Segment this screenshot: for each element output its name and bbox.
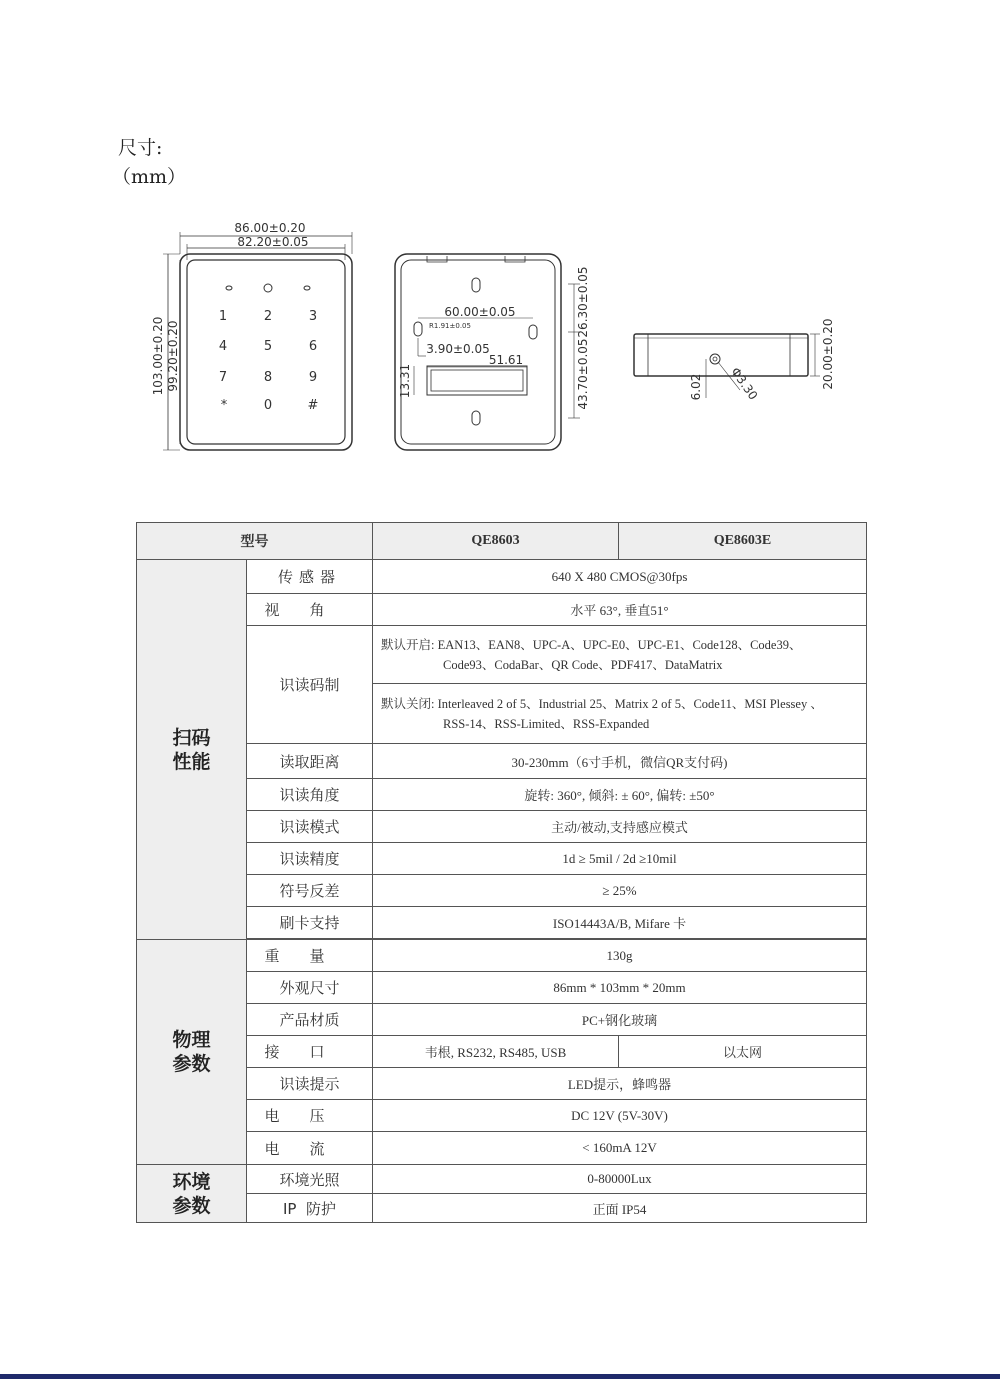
led-indicator-right [304, 286, 310, 290]
label-angle: 识读角度 [247, 779, 373, 811]
group-scan [137, 560, 247, 940]
table-row [137, 1068, 867, 1100]
header-model-a: QE8603 [373, 523, 619, 560]
group-scan-line1: 扫码 [172, 726, 211, 749]
group-physical [137, 940, 247, 1165]
side-thickness: 20.00±0.20 [821, 318, 835, 390]
table-header-row [137, 523, 867, 560]
side-body [634, 334, 808, 376]
key-3: 3 [308, 309, 318, 324]
symbology-on-line2: Code93、CodaBar、QR Code、PDF417、DataMatrix [443, 657, 723, 672]
label-sensor: 传感器 [247, 560, 373, 594]
table-row [137, 626, 867, 684]
key-0: 0 [263, 398, 273, 413]
value-card: ISO14443A/B, Mifare 卡 [373, 907, 867, 939]
group-env-line2: 参数 [172, 1194, 211, 1217]
spec-table [136, 522, 867, 1223]
value-fov: 水平 63°, 垂直51° [373, 594, 867, 626]
mount-hole-side [529, 325, 537, 339]
page-bottom-bar [0, 1374, 1000, 1379]
front-inner-height: 99.20±0.20 [166, 320, 180, 392]
key-8: 8 [263, 370, 273, 385]
table-row [137, 972, 867, 1004]
back-top-clip-left [427, 256, 447, 262]
header-model-b: QE8603E [619, 523, 867, 560]
table-row [137, 907, 867, 939]
value-symbology-off [373, 684, 867, 744]
table-row [137, 843, 867, 875]
front-outer-width: 86.00±0.20 [234, 221, 306, 235]
table-row [137, 779, 867, 811]
table-row [137, 811, 867, 843]
label-material: 产品材质 [247, 1004, 373, 1036]
key-6: 6 [308, 339, 318, 354]
key-5: 5 [263, 339, 273, 354]
value-weight: 130g [373, 940, 867, 972]
label-current: 电流 [247, 1132, 373, 1165]
keypad [219, 309, 319, 413]
label-precision: 识读精度 [247, 843, 373, 875]
value-angle: 旋转: 360°, 倾斜: ± 60°, 偏转: ±50° [373, 779, 867, 811]
value-size: 86mm * 103mm * 20mm [373, 972, 867, 1004]
dimensions-unit: （mm） [112, 166, 187, 188]
label-symbology: 识读码制 [247, 626, 373, 744]
side-view [634, 334, 820, 398]
table-row [137, 1132, 867, 1165]
group-scan-line2: 性能 [172, 750, 211, 773]
label-fov: 视角 [247, 594, 373, 626]
label-voltage: 电压 [247, 1100, 373, 1132]
value-sensor: 640 X 480 CMOS@30fps [373, 560, 867, 594]
value-mode: 主动/被动,支持感应模式 [373, 811, 867, 843]
header-model-label: 型号 [137, 523, 373, 560]
value-symbology-on [373, 626, 867, 684]
group-env-line1: 环境 [172, 1170, 211, 1193]
label-light: 环境光照 [247, 1165, 373, 1194]
back-offset: 3.90±0.05 [426, 342, 490, 356]
value-distance: 30-230mm（6寸手机，微信QR支付码) [373, 744, 867, 779]
table-row [137, 560, 867, 594]
symbology-on-line1: 默认开启: EAN13、EAN8、UPC-A、UPC-E0、UPC-E1、Code128、Code39、 [381, 637, 802, 652]
label-distance: 读取距离 [247, 744, 373, 779]
value-current: < 160mA 12V [373, 1132, 867, 1165]
key-star: * [220, 398, 228, 413]
value-ip: 正面 IP54 [373, 1194, 867, 1223]
value-material: PC+钢化玻璃 [373, 1004, 867, 1036]
back-top-clip-right [505, 256, 525, 262]
value-precision: 1d ≥ 5mil / 2d ≥10mil [373, 843, 867, 875]
back-lower: 43.70±0.05 [576, 338, 590, 410]
dimensions-title: 尺寸: [118, 137, 163, 159]
side-hole-dia: Φ3.30 [728, 364, 761, 403]
value-prompt: LED提示，蜂鸣器 [373, 1068, 867, 1100]
symbology-off-line1: 默认关闭: Interleaved 2 of 5、Industrial 25、Matrix 2 of 5、Code11、MSI Plessey 、 [381, 696, 823, 711]
table-row [137, 594, 867, 626]
key-9: 9 [308, 370, 318, 385]
back-upper: 26.30±0.05 [576, 266, 590, 338]
mount-hole-bottom [472, 411, 480, 425]
front-view [163, 232, 352, 450]
side-labels [689, 318, 835, 402]
value-light: 0-80000Lux [373, 1165, 867, 1194]
table-row [137, 875, 867, 907]
label-prompt: 识读提示 [247, 1068, 373, 1100]
led-indicator-left [226, 286, 232, 290]
back-radius: R1.91±0.05 [429, 322, 471, 330]
table-row [137, 940, 867, 972]
table-row [137, 744, 867, 779]
label-card: 刷卡支持 [247, 907, 373, 939]
symbology-off-line2: RSS-14、RSS-Limited、RSS-Expanded [443, 716, 650, 731]
label-interface: 接口 [247, 1036, 373, 1068]
back-window-width: 51.61 [488, 353, 524, 367]
table-row [137, 1165, 867, 1194]
label-mode: 识读模式 [247, 811, 373, 843]
value-interface-b: 以太网 [619, 1036, 867, 1068]
back-hole-spacing: 60.00±0.05 [444, 305, 516, 319]
front-labels [151, 221, 309, 395]
mount-hole-left [414, 322, 422, 336]
front-inner-width: 82.20±0.05 [237, 235, 309, 249]
mount-hole-top [472, 278, 480, 292]
table-row [137, 1036, 867, 1068]
camera-window [264, 284, 272, 292]
side-hole-offset: 6.02 [689, 373, 703, 401]
key-2: 2 [263, 309, 273, 324]
table-row [137, 1194, 867, 1223]
value-interface-a: 韦根, RS232, RS485, USB [373, 1036, 619, 1068]
label-ip: IP 防护 [247, 1194, 373, 1223]
value-voltage: DC 12V (5V-30V) [373, 1100, 867, 1132]
label-contrast: 符号反差 [247, 875, 373, 907]
value-contrast: ≥ 25% [373, 875, 867, 907]
label-size: 外观尺寸 [247, 972, 373, 1004]
table-row [137, 1100, 867, 1132]
group-env [137, 1165, 247, 1223]
front-outer-height: 103.00±0.20 [151, 316, 165, 396]
key-1: 1 [218, 309, 228, 324]
table-row [137, 1004, 867, 1036]
key-4: 4 [218, 339, 228, 354]
key-7: 7 [218, 370, 228, 385]
group-physical-line2: 参数 [172, 1053, 211, 1075]
dimension-drawings [0, 210, 1000, 470]
label-weight: 重量 [247, 940, 373, 972]
group-physical-line1: 物理 [172, 1029, 211, 1051]
key-hash: # [307, 398, 319, 413]
back-window-height: 13.31 [398, 363, 412, 399]
